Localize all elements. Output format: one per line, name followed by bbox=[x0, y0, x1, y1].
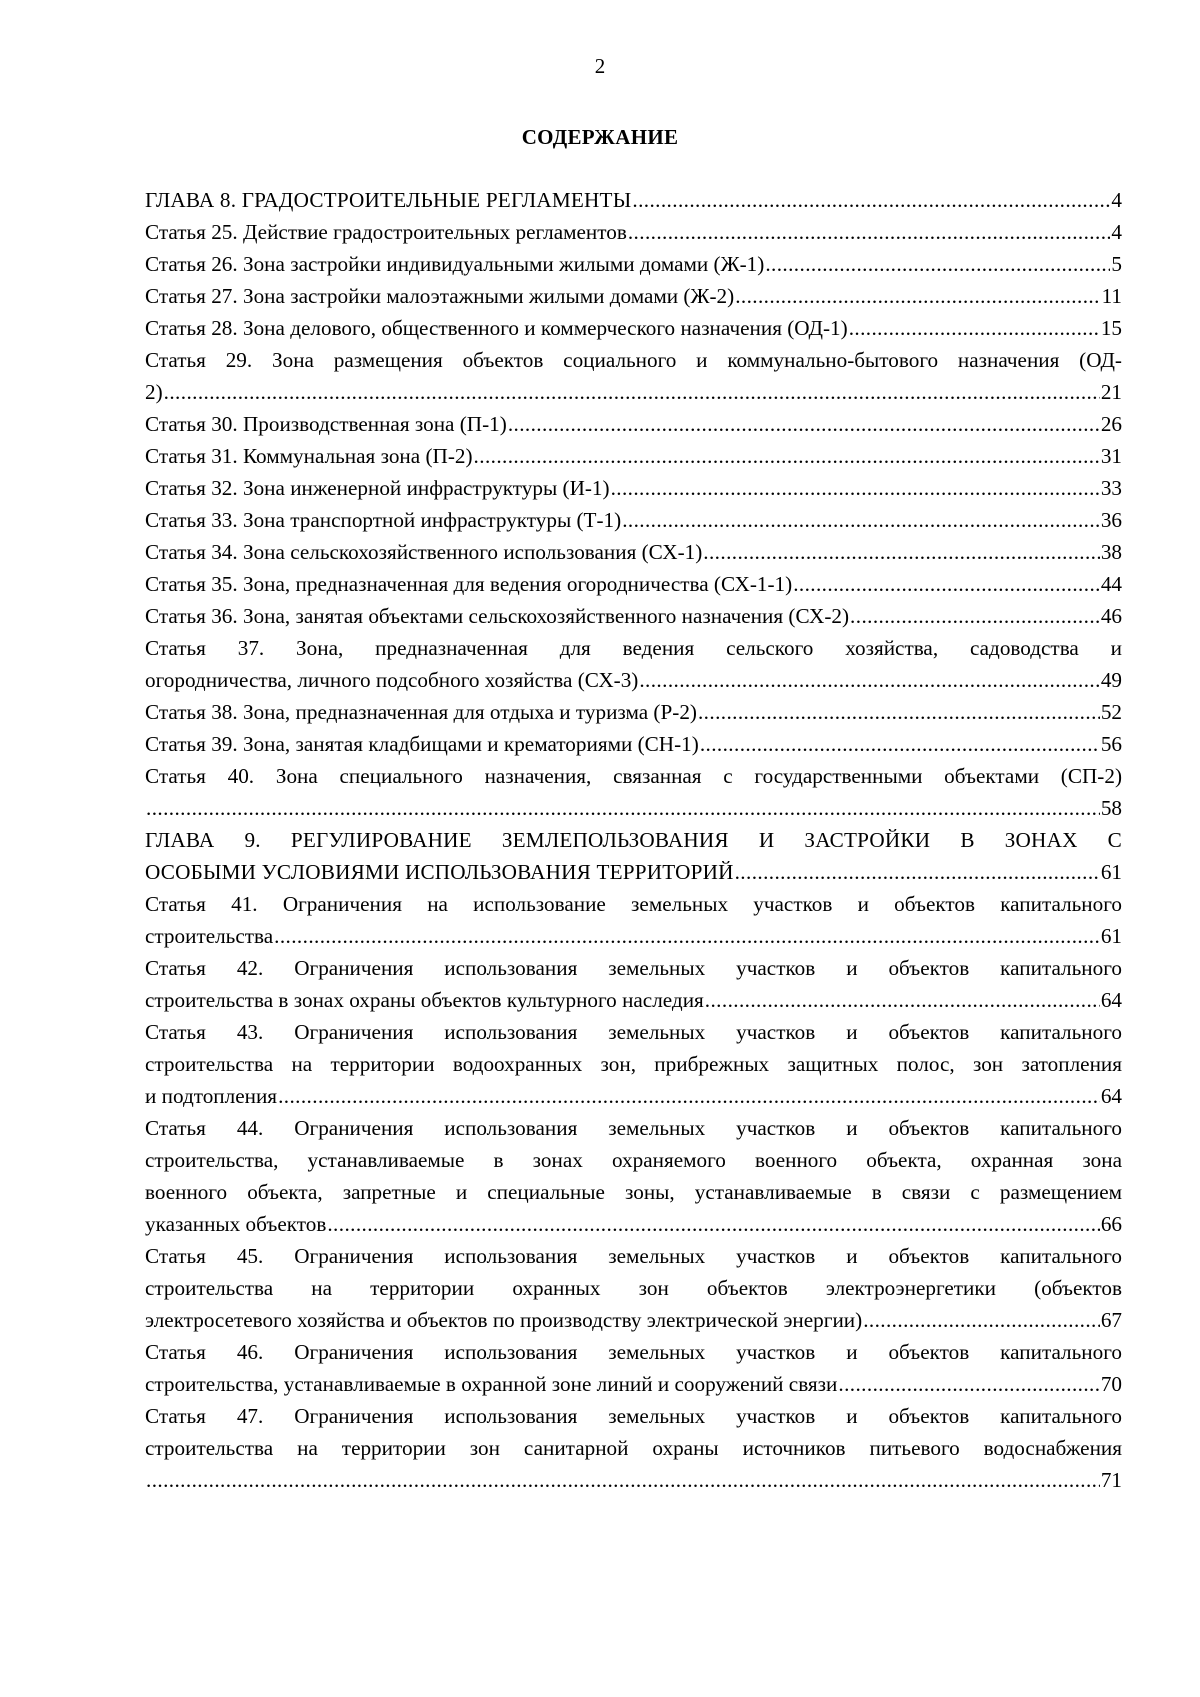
dot-leader bbox=[611, 472, 1100, 504]
toc-page-number: 49 bbox=[1100, 668, 1122, 692]
toc-article-entry[interactable] bbox=[145, 472, 1122, 504]
toc-entry-leader-line bbox=[145, 920, 1122, 952]
toc-entry-title: ГЛАВА 8. ГРАДОСТРОИТЕЛЬНЫЕ РЕГЛАМЕНТЫ bbox=[145, 188, 632, 212]
toc-article-entry[interactable] bbox=[145, 504, 1122, 536]
toc-page-number: 52 bbox=[1100, 700, 1122, 724]
toc-article-entry[interactable] bbox=[145, 568, 1122, 600]
toc-entry-leader-line bbox=[145, 280, 1122, 312]
toc-entry-text-line: Статья 44. Ограничения использования земельных участков и объектов капитального bbox=[145, 1116, 1122, 1140]
toc-article-entry[interactable] bbox=[145, 760, 1122, 824]
dot-leader bbox=[863, 1304, 1100, 1336]
dot-leader bbox=[628, 216, 1111, 248]
toc-page-number: 38 bbox=[1100, 540, 1122, 564]
toc-entry-leader-line bbox=[145, 440, 1122, 472]
toc-article-entry[interactable] bbox=[145, 408, 1122, 440]
toc-entry-leader-line bbox=[145, 536, 1122, 568]
toc-entry-leader-line bbox=[145, 1208, 1122, 1240]
dot-leader bbox=[700, 728, 1100, 760]
toc-page-number: 5 bbox=[1111, 252, 1122, 276]
toc-page-number: 4 bbox=[1111, 188, 1122, 212]
toc-article-entry[interactable] bbox=[145, 216, 1122, 248]
dot-leader bbox=[793, 568, 1100, 600]
dot-leader bbox=[278, 1080, 1100, 1112]
toc-chapter-entry[interactable] bbox=[145, 824, 1122, 888]
toc-entry-title: Статья 33. Зона транспортной инфраструктуры (Т-1) bbox=[145, 508, 622, 532]
toc-page-number: 64 bbox=[1100, 1084, 1122, 1108]
toc-article-entry[interactable] bbox=[145, 1336, 1122, 1400]
toc-entry-title: Статья 38. Зона, предназначенная для отдыха и туризма (Р-2) bbox=[145, 700, 697, 724]
toc-entry-leader-line bbox=[145, 184, 1122, 216]
dot-leader bbox=[735, 856, 1100, 888]
toc-page-number: 31 bbox=[1100, 444, 1122, 468]
toc-entry-text-line: строительства на территории зон санитарной охраны источников питьевого водоснабжения bbox=[145, 1436, 1122, 1460]
toc-entry-title: строительства в зонах охраны объектов культурного наследия bbox=[145, 988, 704, 1012]
toc-article-entry[interactable] bbox=[145, 1112, 1122, 1240]
table-of-contents bbox=[145, 184, 1122, 1496]
toc-entry-title: указанных объектов bbox=[145, 1212, 327, 1236]
dot-leader bbox=[164, 376, 1100, 408]
toc-entry-text-line: Статья 43. Ограничения использования земельных участков и объектов капитального bbox=[145, 1020, 1122, 1044]
dot-leader bbox=[705, 984, 1100, 1016]
toc-entry-text-line: Статья 42. Ограничения использования земельных участков и объектов капитального bbox=[145, 956, 1122, 980]
toc-page-number: 46 bbox=[1100, 604, 1122, 628]
toc-page-number: 44 bbox=[1100, 572, 1122, 596]
dot-leader bbox=[765, 248, 1110, 280]
dot-leader bbox=[508, 408, 1100, 440]
toc-article-entry[interactable] bbox=[145, 1016, 1122, 1112]
toc-entry-text-line: Статья 29. Зона размещения объектов социального и коммунально-бытового назначения (ОД- bbox=[145, 348, 1122, 372]
dot-leader bbox=[838, 1368, 1099, 1400]
toc-entry-leader-line bbox=[145, 376, 1122, 408]
toc-entry-leader-line bbox=[145, 856, 1122, 888]
toc-entry-title: Статья 30. Производственная зона (П-1) bbox=[145, 412, 507, 436]
dot-leader bbox=[703, 536, 1100, 568]
toc-entry-title: ОСОБЫМИ УСЛОВИЯМИ ИСПОЛЬЗОВАНИЯ ТЕРРИТОРИЙ bbox=[145, 860, 734, 884]
toc-page-number: 58 bbox=[1100, 796, 1122, 820]
toc-article-entry[interactable] bbox=[145, 280, 1122, 312]
page-number: 2 bbox=[594, 54, 606, 78]
toc-entry-text-line: Статья 41. Ограничения на использование земельных участков и объектов капитального bbox=[145, 892, 1122, 916]
toc-entry-text-line: строительства на территории охранных зон объектов электроэнергетики (объектов bbox=[145, 1276, 1122, 1300]
toc-page-number: 67 bbox=[1100, 1308, 1122, 1332]
dot-leader bbox=[632, 184, 1110, 216]
toc-page-number: 61 bbox=[1100, 860, 1122, 884]
toc-article-entry[interactable] bbox=[145, 248, 1122, 280]
toc-entry-title: Статья 25. Действие градостроительных регламентов bbox=[145, 220, 627, 244]
toc-entry-leader-line bbox=[145, 568, 1122, 600]
toc-article-entry[interactable] bbox=[145, 440, 1122, 472]
toc-page-number: 4 bbox=[1111, 220, 1122, 244]
dot-leader bbox=[622, 504, 1100, 536]
toc-entry-leader-line bbox=[145, 248, 1122, 280]
dot-leader bbox=[274, 920, 1100, 952]
toc-entry-title: электросетевого хозяйства и объектов по производству электрической энергии) bbox=[145, 1308, 863, 1332]
dot-leader bbox=[639, 664, 1099, 696]
dot-leader bbox=[735, 280, 1100, 312]
toc-entry-title: Статья 34. Зона сельскохозяйственного использования (СХ-1) bbox=[145, 540, 703, 564]
toc-entry-leader-line bbox=[145, 728, 1122, 760]
toc-page-number: 36 bbox=[1100, 508, 1122, 532]
toc-entry-leader-line bbox=[145, 216, 1122, 248]
toc-page-number: 11 bbox=[1101, 284, 1122, 308]
toc-page-number: 61 bbox=[1100, 924, 1122, 948]
toc-entry-title: Статья 39. Зона, занятая кладбищами и крематориями (СН-1) bbox=[145, 732, 699, 756]
toc-article-entry[interactable] bbox=[145, 728, 1122, 760]
toc-entry-leader-line bbox=[145, 408, 1122, 440]
dot-leader bbox=[850, 600, 1100, 632]
toc-entry-leader-line bbox=[145, 696, 1122, 728]
toc-article-entry[interactable] bbox=[145, 1400, 1122, 1496]
toc-article-entry[interactable] bbox=[145, 888, 1122, 952]
toc-article-entry[interactable] bbox=[145, 600, 1122, 632]
toc-page-number: 26 bbox=[1100, 412, 1122, 436]
toc-page-number: 56 bbox=[1100, 732, 1122, 756]
toc-entry-leader-line bbox=[145, 664, 1122, 696]
toc-page-number: 71 bbox=[1100, 1468, 1122, 1492]
toc-entry-title: Статья 26. Зона застройки индивидуальными жилыми домами (Ж-1) bbox=[145, 252, 765, 276]
dot-leader bbox=[146, 1464, 1100, 1496]
toc-entry-title: Статья 31. Коммунальная зона (П-2) bbox=[145, 444, 473, 468]
toc-entry-text-line: Статья 47. Ограничения использования земельных участков и объектов капитального bbox=[145, 1404, 1122, 1428]
toc-page-number: 33 bbox=[1100, 476, 1122, 500]
toc-entry-title: Статья 27. Зона застройки малоэтажными жилыми домами (Ж-2) bbox=[145, 284, 735, 308]
dot-leader bbox=[474, 440, 1100, 472]
toc-article-entry[interactable] bbox=[145, 1240, 1122, 1336]
toc-page-number: 21 bbox=[1100, 380, 1122, 404]
toc-entry-title: строительства bbox=[145, 924, 274, 948]
toc-page-number: 64 bbox=[1100, 988, 1122, 1012]
toc-article-entry[interactable] bbox=[145, 696, 1122, 728]
toc-entry-leader-line bbox=[145, 312, 1122, 344]
toc-entry-text-line: ГЛАВА 9. РЕГУЛИРОВАНИЕ ЗЕМЛЕПОЛЬЗОВАНИЯ И ЗАСТРОЙКИ В ЗОНАХ С bbox=[145, 828, 1122, 852]
toc-entry-title: огородничества, личного подсобного хозяйства (СХ-3) bbox=[145, 668, 639, 692]
dot-leader bbox=[698, 696, 1100, 728]
toc-entry-text-line: Статья 37. Зона, предназначенная для ведения сельского хозяйства, садоводства и bbox=[145, 636, 1122, 660]
toc-page-number: 15 bbox=[1100, 316, 1122, 340]
toc-entry-title: Статья 28. Зона делового, общественного и коммерческого назначения (ОД-1) bbox=[145, 316, 848, 340]
toc-entry-text-line: военного объекта, запретные и специальные зоны, устанавливаемые в связи с размещением bbox=[145, 1180, 1122, 1204]
toc-entry-title: Статья 32. Зона инженерной инфраструктуры (И-1) bbox=[145, 476, 610, 500]
toc-entry-leader-line bbox=[145, 1080, 1122, 1112]
toc-entry-text-line: строительства, устанавливаемые в зонах охраняемого военного объекта, охранная зона bbox=[145, 1148, 1122, 1172]
dot-leader bbox=[849, 312, 1100, 344]
toc-article-entry[interactable] bbox=[145, 632, 1122, 696]
toc-entry-title: строительства, устанавливаемые в охранной зоне линий и сооружений связи bbox=[145, 1372, 838, 1396]
toc-entry-title: Статья 36. Зона, занятая объектами сельскохозяйственного назначения (СХ-2) bbox=[145, 604, 850, 628]
toc-entry-title: 2) bbox=[145, 380, 163, 404]
toc-chapter-entry[interactable] bbox=[145, 184, 1122, 216]
toc-entry-text-line: Статья 45. Ограничения использования земельных участков и объектов капитального bbox=[145, 1244, 1122, 1268]
toc-entry-leader-line bbox=[145, 600, 1122, 632]
toc-article-entry[interactable] bbox=[145, 952, 1122, 1016]
toc-entry-leader-line bbox=[145, 1464, 1122, 1496]
toc-page-number: 70 bbox=[1100, 1372, 1122, 1396]
dot-leader bbox=[327, 1208, 1099, 1240]
toc-entry-text-line: Статья 40. Зона специального назначения, связанная с государственными объектами (СП-2) bbox=[145, 764, 1122, 788]
toc-entry-title: и подтопления bbox=[145, 1084, 278, 1108]
toc-entry-leader-line bbox=[145, 1304, 1122, 1336]
toc-entry-leader-line bbox=[145, 984, 1122, 1016]
toc-entry-text-line: строительства на территории водоохранных зон, прибрежных защитных полос, зон затопления bbox=[145, 1052, 1122, 1076]
dot-leader bbox=[146, 792, 1100, 824]
toc-article-entry[interactable] bbox=[145, 312, 1122, 344]
toc-entry-text-line: Статья 46. Ограничения использования земельных участков и объектов капитального bbox=[145, 1340, 1122, 1364]
toc-entry-leader-line bbox=[145, 472, 1122, 504]
toc-article-entry[interactable] bbox=[145, 536, 1122, 568]
toc-entry-leader-line bbox=[145, 792, 1122, 824]
toc-heading: СОДЕРЖАНИЕ bbox=[521, 125, 679, 149]
toc-page-number: 66 bbox=[1100, 1212, 1122, 1236]
toc-article-entry[interactable] bbox=[145, 344, 1122, 408]
toc-entry-leader-line bbox=[145, 504, 1122, 536]
toc-entry-title: Статья 35. Зона, предназначенная для ведения огородничества (СХ-1-1) bbox=[145, 572, 793, 596]
toc-entry-leader-line bbox=[145, 1368, 1122, 1400]
